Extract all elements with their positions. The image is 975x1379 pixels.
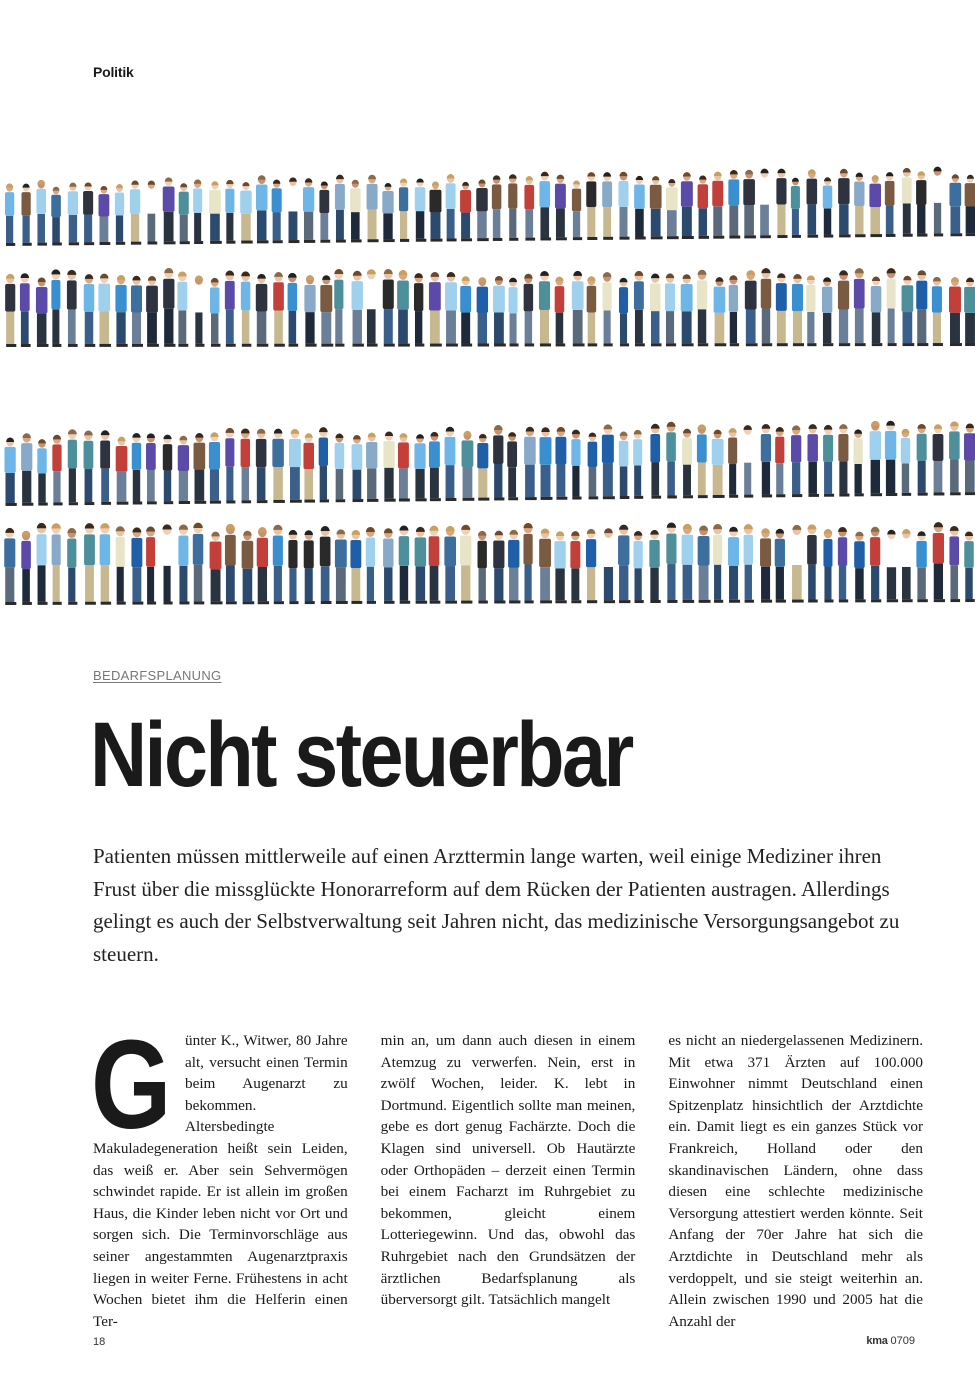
person-figure bbox=[902, 276, 915, 346]
person-figure bbox=[398, 433, 410, 501]
person-figure bbox=[745, 270, 758, 346]
person-figure bbox=[429, 272, 442, 347]
person-figure bbox=[823, 425, 834, 497]
person-figure bbox=[523, 523, 533, 603]
person-figure bbox=[524, 427, 537, 500]
person-figure bbox=[619, 278, 629, 347]
person-figure bbox=[383, 431, 395, 501]
person-figure bbox=[681, 172, 694, 239]
person-figure bbox=[477, 277, 489, 346]
person-figure bbox=[397, 270, 410, 347]
person-figure bbox=[776, 169, 787, 238]
person-figure bbox=[5, 274, 16, 347]
person-figure bbox=[524, 274, 534, 347]
person-figure bbox=[399, 525, 410, 603]
person-figure bbox=[901, 429, 911, 496]
person-figure bbox=[446, 174, 457, 241]
person-figure bbox=[4, 528, 16, 605]
person-figure bbox=[289, 429, 302, 503]
person-figure bbox=[714, 277, 727, 346]
person-figure bbox=[761, 424, 772, 497]
body-column-2: min an, um dann auch diesen in einem Atemzug zu verwerfen. Nein, erst in zwölf Wochen, leider. K. lebt in Dortmund. Eigentlich sollte man meinen, gebe es dort genug Fachärzte. Doch die Klagen sind universell. Ob Hautärzte oder Orthopäden – derzeit einen Termin bei einem Facharzt im Ruhrgebiet zu bekommen, gleicht einem Lotteriegewinn. Und das, obwohl das Ruhrgebiet nach den Grundsätzen der ärztlichen Bedarfsplanung als überversorgt gilt. Tatsächlich mangelt bbox=[380, 1032, 636, 1309]
person-figure bbox=[115, 275, 127, 347]
person-figure bbox=[650, 176, 663, 239]
person-figure bbox=[445, 272, 458, 347]
person-figure bbox=[650, 424, 661, 499]
person-figure bbox=[507, 432, 518, 500]
person-figure bbox=[209, 432, 221, 503]
person-figure bbox=[131, 527, 143, 604]
person-figure bbox=[335, 175, 346, 243]
person-figure bbox=[272, 180, 283, 244]
person-figure bbox=[791, 425, 802, 497]
person-figure bbox=[241, 271, 251, 346]
person-figure bbox=[273, 525, 284, 604]
person-figure bbox=[100, 523, 111, 605]
queue-row bbox=[5, 268, 975, 347]
person-figure bbox=[414, 434, 426, 501]
person-figure bbox=[21, 184, 31, 246]
magazine-issue bbox=[866, 1335, 915, 1347]
person-figure bbox=[650, 273, 661, 346]
person-figure bbox=[932, 277, 943, 346]
person-figure bbox=[383, 528, 394, 604]
person-figure bbox=[147, 181, 158, 245]
person-figure bbox=[460, 525, 472, 604]
person-figure bbox=[555, 427, 567, 500]
person-figure bbox=[493, 531, 505, 604]
person-figure bbox=[949, 277, 962, 346]
person-figure bbox=[84, 523, 96, 605]
person-figure bbox=[634, 176, 646, 240]
person-figure bbox=[429, 526, 441, 604]
person-figure bbox=[807, 169, 819, 237]
person-figure bbox=[854, 173, 865, 238]
person-figure bbox=[352, 435, 364, 502]
person-figure bbox=[743, 425, 753, 497]
body-column-1 bbox=[91, 1014, 348, 1330]
person-figure bbox=[366, 433, 378, 502]
person-figure bbox=[256, 274, 269, 347]
person-figure bbox=[728, 170, 740, 239]
person-figure bbox=[225, 271, 236, 347]
person-figure bbox=[20, 273, 31, 347]
person-figure bbox=[572, 180, 582, 240]
person-figure bbox=[807, 524, 818, 602]
person-figure bbox=[666, 422, 677, 499]
person-figure bbox=[665, 273, 676, 346]
person-figure bbox=[791, 525, 804, 603]
person-figure bbox=[791, 178, 801, 238]
person-figure bbox=[698, 525, 711, 602]
person-figure bbox=[901, 529, 913, 602]
person-figure bbox=[37, 523, 48, 605]
person-figure bbox=[163, 435, 173, 505]
person-figure bbox=[366, 269, 378, 346]
person-figure bbox=[933, 522, 945, 602]
person-figure bbox=[807, 424, 818, 497]
person-figure bbox=[492, 175, 502, 241]
person-figure bbox=[256, 429, 268, 503]
person-figure bbox=[51, 523, 61, 605]
person-figure bbox=[460, 276, 472, 346]
person-figure bbox=[288, 177, 300, 243]
person-figure bbox=[350, 530, 362, 604]
person-figure bbox=[304, 275, 316, 347]
person-figure bbox=[36, 277, 49, 346]
person-figure bbox=[367, 175, 379, 243]
person-figure bbox=[429, 182, 442, 242]
person-figure bbox=[493, 425, 504, 500]
person-figure bbox=[885, 172, 896, 237]
person-figure bbox=[350, 180, 362, 243]
person-figure bbox=[713, 524, 723, 603]
person-figure bbox=[256, 175, 269, 243]
person-figure bbox=[524, 176, 535, 241]
person-figure bbox=[132, 433, 142, 505]
kicker: BEDARFSPLANUNG bbox=[93, 668, 222, 683]
person-figure bbox=[682, 524, 695, 603]
person-figure bbox=[462, 431, 475, 501]
person-figure bbox=[697, 424, 708, 498]
person-figure bbox=[539, 172, 551, 241]
person-figure bbox=[304, 530, 315, 604]
person-figure bbox=[83, 182, 94, 245]
person-figure bbox=[729, 275, 739, 346]
person-figure bbox=[84, 274, 95, 347]
person-figure bbox=[241, 428, 251, 503]
person-figure bbox=[493, 276, 506, 347]
person-figure bbox=[761, 268, 772, 346]
person-figure bbox=[445, 427, 457, 501]
page-number: 18 bbox=[93, 1336, 106, 1348]
person-figure bbox=[588, 432, 599, 499]
person-figure bbox=[916, 270, 928, 346]
person-figure bbox=[225, 524, 237, 604]
person-figure bbox=[964, 423, 975, 495]
person-figure bbox=[792, 274, 804, 346]
person-figure bbox=[67, 528, 77, 605]
person-figure bbox=[100, 430, 111, 505]
person-figure bbox=[414, 273, 424, 346]
person-figure bbox=[571, 430, 581, 500]
section-label: Politik bbox=[93, 64, 134, 80]
person-figure bbox=[587, 276, 598, 346]
article-body bbox=[91, 1014, 924, 1330]
person-figure bbox=[415, 178, 427, 241]
person-figure bbox=[130, 181, 141, 245]
person-figure bbox=[555, 175, 567, 241]
person-figure bbox=[162, 524, 172, 604]
person-figure bbox=[776, 273, 788, 346]
person-figure bbox=[964, 278, 975, 346]
magazine-brand: kma bbox=[866, 1335, 888, 1347]
person-figure bbox=[870, 421, 882, 496]
person-figure bbox=[823, 177, 833, 237]
person-figure bbox=[67, 270, 78, 347]
person-figure bbox=[949, 174, 962, 236]
person-figure bbox=[68, 183, 79, 246]
person-figure bbox=[539, 271, 551, 346]
person-figure bbox=[838, 169, 850, 238]
person-figure bbox=[163, 268, 175, 347]
person-figure bbox=[52, 435, 62, 506]
queue-row bbox=[4, 421, 975, 506]
person-figure bbox=[320, 526, 332, 604]
issue-number: 0709 bbox=[890, 1335, 915, 1347]
person-figure bbox=[602, 424, 615, 499]
person-figure bbox=[554, 531, 566, 603]
person-figure bbox=[273, 272, 285, 347]
person-figure bbox=[917, 424, 928, 496]
person-figure bbox=[712, 430, 725, 498]
people-queue-photo bbox=[0, 150, 975, 610]
drop-cap: G bbox=[91, 1014, 172, 1155]
person-figure bbox=[902, 168, 913, 237]
person-figure bbox=[838, 270, 850, 346]
person-figure bbox=[116, 437, 129, 505]
person-figure bbox=[415, 527, 428, 604]
person-figure bbox=[116, 526, 126, 604]
person-figure bbox=[633, 531, 643, 603]
person-figure bbox=[885, 421, 897, 496]
person-figure bbox=[334, 269, 344, 347]
person-figure bbox=[99, 186, 111, 245]
person-figure bbox=[949, 526, 960, 602]
person-figure bbox=[177, 271, 188, 346]
person-figure bbox=[886, 530, 898, 603]
body-column-1-text: ünter K., Witwer, 80 Jahre alt, versucht einen Termin beim Augenarzt zu bekommen. Altersbedingte Makuladegeneration heißt sein Leiden, das weiß er. Aber sein Sehvermögen schwindet rapide. Er ist allein im großen Haus, die Kinder leben nicht vor Ort und sorgen sich. Die Terminvorschläge aus seiner angestammten Augenarztpraxis liegen in weiter Ferne. Frühestens in acht Wochen bietet ihm die Helferin einen Ter- bbox=[93, 1032, 348, 1330]
person-figure bbox=[319, 181, 330, 242]
person-figure bbox=[225, 428, 235, 504]
person-figure bbox=[37, 439, 47, 505]
person-figure bbox=[823, 529, 833, 602]
person-figure bbox=[240, 182, 252, 243]
person-figure bbox=[68, 429, 78, 505]
person-figure bbox=[319, 427, 329, 502]
person-figure bbox=[619, 432, 630, 499]
person-figure bbox=[869, 175, 882, 237]
person-figure bbox=[555, 277, 566, 347]
person-figure bbox=[399, 179, 409, 242]
person-figure bbox=[335, 529, 348, 604]
person-figure bbox=[838, 424, 849, 496]
person-figure bbox=[193, 523, 204, 605]
person-figure bbox=[36, 180, 47, 246]
person-figure bbox=[964, 531, 974, 602]
person-figure bbox=[870, 527, 881, 603]
person-figure bbox=[540, 427, 553, 500]
person-figure bbox=[933, 167, 943, 237]
person-figure bbox=[697, 270, 708, 347]
queue-row bbox=[4, 522, 975, 605]
person-figure bbox=[618, 172, 629, 240]
person-figure bbox=[51, 187, 62, 246]
person-figure bbox=[242, 531, 255, 605]
person-figure bbox=[429, 432, 441, 501]
person-figure bbox=[949, 421, 961, 495]
person-figure bbox=[225, 180, 235, 244]
person-figure bbox=[933, 424, 945, 495]
person-figure bbox=[5, 184, 15, 246]
person-figure bbox=[854, 429, 864, 496]
person-figure bbox=[854, 532, 865, 603]
person-figure bbox=[508, 174, 518, 241]
person-figure bbox=[383, 269, 395, 347]
person-figure bbox=[586, 172, 597, 240]
person-figure bbox=[194, 276, 204, 347]
person-figure bbox=[382, 183, 394, 242]
person-figure bbox=[178, 525, 189, 605]
person-figure bbox=[210, 278, 220, 347]
person-figure bbox=[681, 274, 694, 346]
person-figure bbox=[633, 430, 643, 499]
person-figure bbox=[131, 276, 143, 347]
person-figure bbox=[649, 530, 660, 603]
person-figure bbox=[743, 170, 756, 239]
person-figure bbox=[460, 182, 472, 241]
person-figure bbox=[209, 181, 222, 244]
people-queue-illustration bbox=[0, 150, 975, 610]
person-figure bbox=[822, 277, 833, 346]
person-figure bbox=[539, 529, 552, 604]
person-figure bbox=[760, 528, 772, 602]
person-figure bbox=[728, 428, 738, 498]
person-figure bbox=[115, 184, 125, 245]
person-figure bbox=[476, 180, 488, 242]
person-figure bbox=[21, 433, 33, 506]
person-figure bbox=[916, 171, 927, 236]
person-figure bbox=[712, 172, 724, 239]
person-figure bbox=[98, 274, 111, 347]
person-figure bbox=[146, 433, 157, 504]
person-figure bbox=[509, 278, 519, 347]
person-figure bbox=[21, 531, 32, 605]
person-figure bbox=[193, 180, 203, 244]
person-figure bbox=[572, 271, 585, 346]
person-figure bbox=[210, 532, 223, 605]
person-figure bbox=[194, 433, 207, 504]
person-figure bbox=[806, 275, 816, 346]
person-figure bbox=[586, 529, 597, 603]
lead-paragraph: Patienten müssen mittlerweile auf einen Arzttermin lange warten, weil einige Mediziner ihren Frust über die missglückte Honorarreform auf dem Rücken der Patienten austragen. Allerdings gelingt es auch der Selbstverwaltung seit Jahren nicht, das medizinische Versorgungsangebot zu steuern. bbox=[93, 844, 900, 966]
person-figure bbox=[666, 179, 679, 239]
person-figure bbox=[666, 523, 677, 603]
person-figure bbox=[478, 531, 488, 604]
person-figure bbox=[303, 178, 315, 243]
person-figure bbox=[728, 527, 740, 603]
person-figure bbox=[146, 526, 156, 604]
headline: Nicht steuerbar bbox=[90, 704, 632, 806]
person-figure bbox=[775, 427, 785, 497]
person-figure bbox=[320, 275, 333, 346]
person-figure bbox=[366, 527, 376, 604]
person-figure bbox=[84, 431, 95, 506]
person-figure bbox=[965, 175, 975, 236]
person-figure bbox=[257, 527, 269, 604]
person-figure bbox=[288, 530, 298, 604]
person-figure bbox=[288, 273, 299, 347]
person-figure bbox=[272, 429, 284, 503]
body-column-3: es nicht an niedergelassenen Medizinern. Mit etwa 371 Ärzten auf 100.000 Einwohner nimmt Deutschland einen Spitzenplatz hinsichtlich der Arztdichte ein. Damit liegt es ein ganzes Stück vor Frankreich, Holland oder den skandinavischen Ländern, ohne dass diesen eine schlechte medizinische Versorgung attestiert werden könnte. Seit Anfang der 70er Jahre hat sich die Arztdichte in Deutschland mehr als verdoppelt, und sie steigt weiterhin an. Allein zwischen 1990 und 2005 hat die Anzahl der bbox=[668, 1032, 924, 1330]
person-figure bbox=[146, 276, 159, 347]
person-figure bbox=[352, 271, 364, 347]
person-figure bbox=[163, 177, 176, 244]
person-figure bbox=[887, 268, 897, 346]
person-figure bbox=[634, 271, 645, 346]
person-figure bbox=[303, 433, 315, 502]
person-figure bbox=[838, 527, 848, 602]
person-figure bbox=[4, 437, 16, 505]
person-figure bbox=[775, 529, 786, 603]
person-figure bbox=[51, 269, 61, 347]
person-figure bbox=[444, 526, 457, 604]
person-figure bbox=[603, 272, 613, 346]
person-figure bbox=[178, 436, 190, 504]
person-figure bbox=[179, 183, 190, 244]
person-figure bbox=[508, 530, 520, 604]
person-figure bbox=[335, 434, 346, 503]
person-figure bbox=[618, 525, 630, 603]
person-figure bbox=[602, 172, 613, 240]
person-figure bbox=[916, 531, 927, 602]
person-figure bbox=[698, 176, 709, 239]
person-figure bbox=[682, 429, 693, 499]
person-figure bbox=[759, 169, 771, 239]
person-figure bbox=[744, 524, 754, 603]
person-figure bbox=[603, 528, 615, 603]
person-figure bbox=[854, 268, 866, 346]
person-figure bbox=[570, 531, 581, 603]
queue-row bbox=[5, 167, 975, 246]
person-figure bbox=[477, 434, 489, 501]
person-figure bbox=[871, 277, 883, 347]
